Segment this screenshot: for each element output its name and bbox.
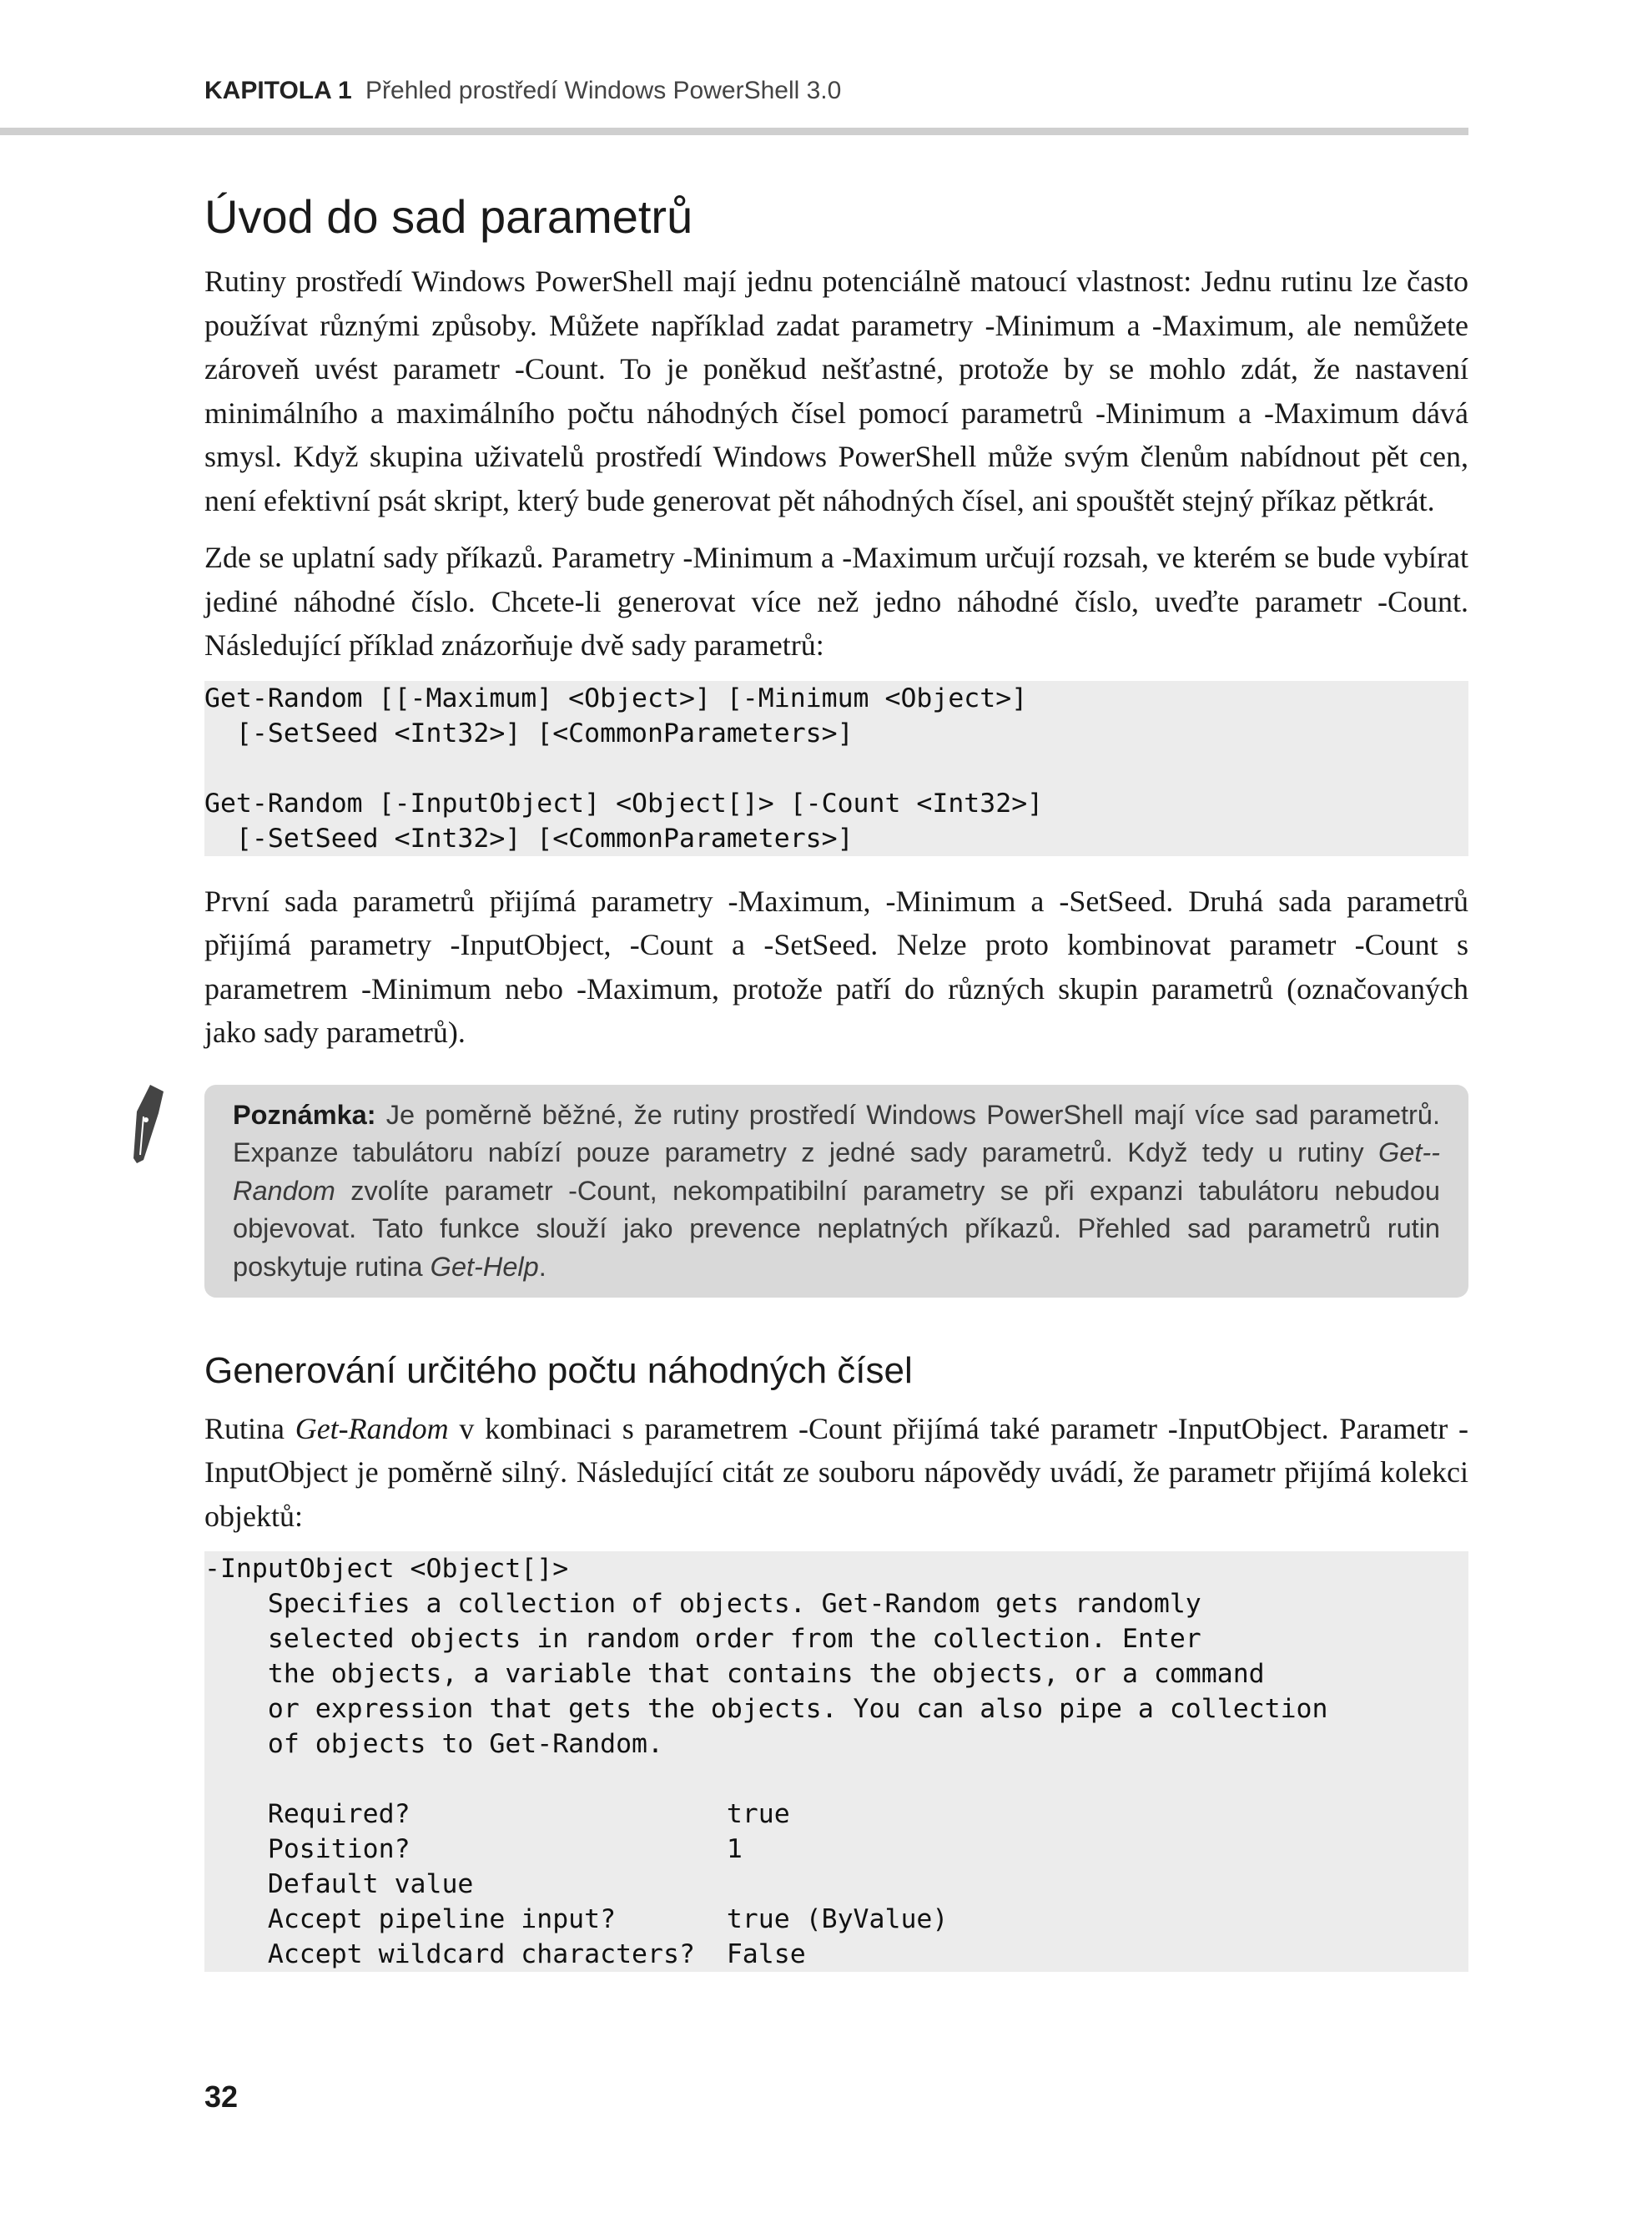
note-text: zvolíte parametr -Count, nekompatibilní parametry se při expanzi tabulátoru nebudou objevovat. Tato funkce slouží jako prevence neplatných příkazů. Přehled sad parametrů rutin poskytuje rutina — [233, 1175, 1440, 1282]
paragraph: Zde se uplatní sady příkazů. Parametry -Minimum a -Maximum určují rozsah, ve kterém se bude vybírat jediné náhodné číslo. Chcete-li generovat více než jedno náhodné číslo, uveďte parametr -Count. Následující příklad znázorňuje dvě sady parametrů: — [204, 541, 1468, 663]
note-label: Poznámka: — [233, 1099, 376, 1130]
code-block: Get-Random [[-Maximum] <Object>] [-Minimum <Object>] [-SetSeed <Int32>] [<CommonParameters>] Get-Random [-InputObject] <Object[]> [-Count <Int32>] [-SetSeed <Int32>] [<CommonParameters>] — [204, 681, 1468, 856]
note-emphasis: Get--Random — [233, 1137, 1440, 1206]
note-emphasis: Get-Help — [430, 1251, 539, 1282]
text-run: Rutina — [204, 1411, 295, 1445]
pen-icon — [125, 1083, 165, 1167]
page-number: 32 — [204, 2079, 239, 2114]
section-heading: Úvod do sad parametrů — [204, 190, 693, 243]
code-block: -InputObject <Object[]> Specifies a collection of objects. Get-Random gets randomly selected objects in random order from the collection. Enter the objects, a variable that contains the objects, or a command or expression that gets the objects. You can also pipe a collection of objects to Get-Random. Required? true Position? 1 Default value Accept pipeline input? true (ByValue) Accept wildcard characters? False — [204, 1551, 1468, 1972]
subsection-heading: Generování určitého počtu náhodných čísel — [204, 1350, 913, 1392]
note-text: . — [538, 1251, 546, 1282]
paragraph — [204, 1407, 1468, 1539]
emphasis: Get-Random — [295, 1411, 449, 1445]
running-header — [204, 77, 1468, 105]
paragraph: První sada parametrů přijímá parametry -Maximum, -Minimum a -SetSeed. Druhá sada parametrů přijímá parametry -InputObject, -Count a -SetSeed. Nelze proto kombinovat parametr -Count s parametrem -Minimum nebo -Maximum, protože patří do různých skupin parametrů (označovaných jako sady parametrů). — [204, 884, 1468, 1050]
text-run: v kombinaci s parametrem -Count přijímá také parametr -InputObject. Parametr -InputObject je poměrně silný. Následující citát ze souboru nápovědy uvádí, že parametr přijímá kolekci objektů: — [204, 1411, 1468, 1533]
page-content — [204, 189, 1468, 1995]
chapter-title: Přehled prostředí Windows PowerShell 3.0 — [365, 77, 842, 104]
note-box — [204, 1085, 1468, 1298]
header-divider — [0, 128, 1468, 135]
chapter-label: KAPITOLA 1 — [204, 77, 352, 104]
paragraph: Rutiny prostředí Windows PowerShell mají jednu potenciálně matoucí vlastnost: Jednu rutinu lze často používat různými způsoby. Můžete například zadat parametry -Minimum a -Maximum, ale nemůžete zároveň uvést parametr -Count. To je poněkud nešťastné, protože by se mohlo zdát, že nastavení minimálního a maximálního počtu náhodných čísel pomocí parametrů -Minimum a -Maximum dává smysl. Když skupina uživatelů prostředí Windows PowerShell může svým členům nabídnout pět cen, není efektivní psát skript, který bude generovat pět náhodných čísel, ani spouštět stejný příkaz pětkrát. — [204, 265, 1468, 517]
note-text: Je poměrně běžné, že rutiny prostředí Windows PowerShell mají více sad parametrů. Expanze tabulátoru nabízí pouze parametry z jedné sady parametrů. Když tedy u rutiny — [233, 1099, 1440, 1168]
